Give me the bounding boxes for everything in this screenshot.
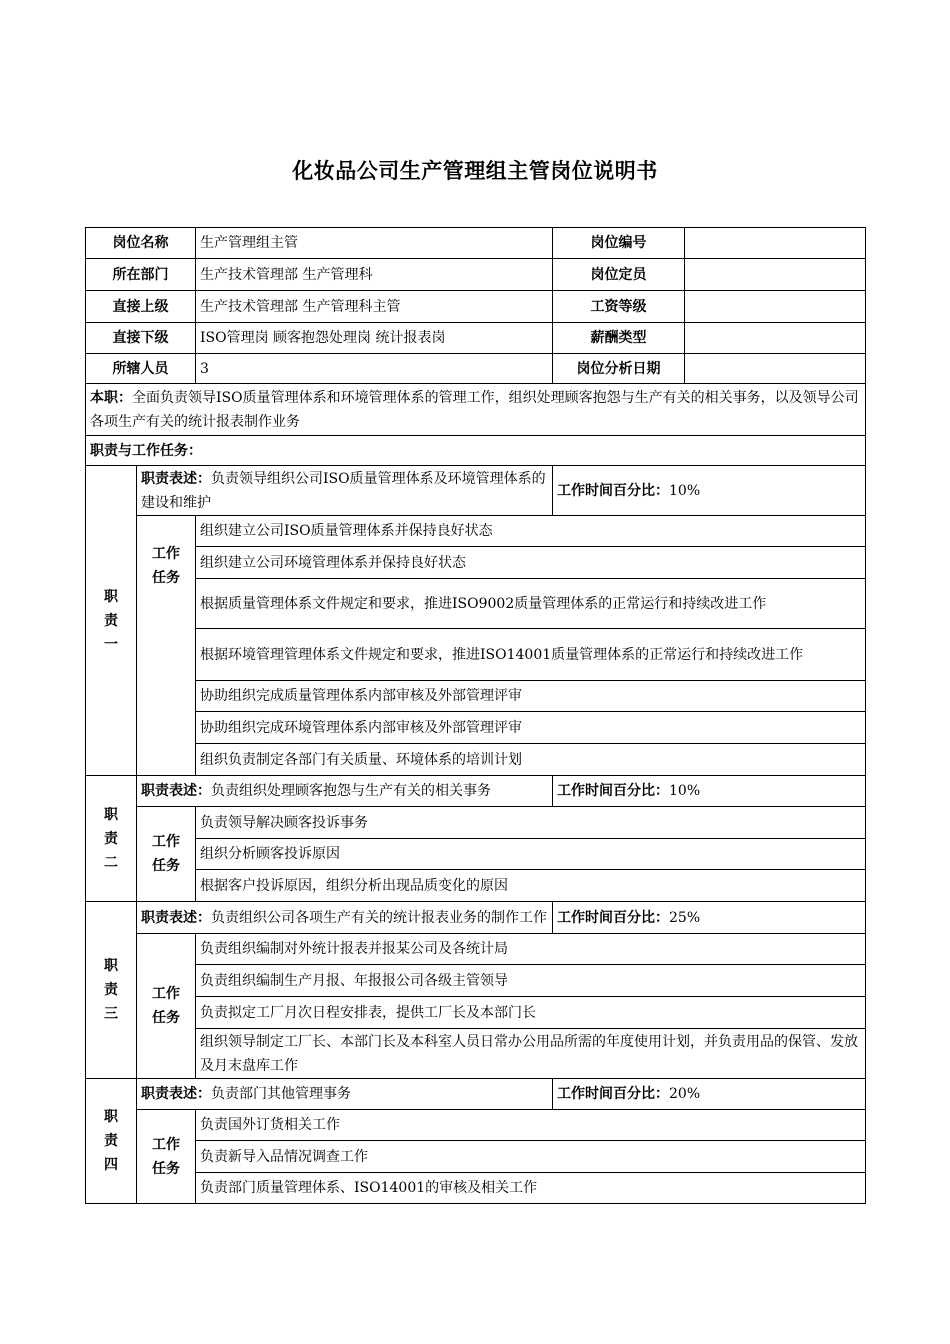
task-row bbox=[86, 1110, 866, 1141]
task-item: 组织分析顾客投诉原因 bbox=[196, 839, 866, 870]
summary-cell bbox=[86, 384, 866, 436]
duty-2-task-label: 工作 任务 bbox=[137, 807, 196, 902]
duty-2-label: 职 责 二 bbox=[86, 776, 137, 902]
task-row bbox=[86, 1141, 866, 1173]
duty-3-pct: 工作时间百分比：25% bbox=[553, 902, 866, 934]
duty-2-desc: 职责表述：负责组织处理顾客抱怨与生产有关的相关事务 bbox=[137, 776, 553, 807]
info-row bbox=[86, 354, 866, 384]
task-row bbox=[86, 934, 866, 965]
duty-desc-row bbox=[86, 776, 866, 807]
info-label: 所在部门 bbox=[86, 259, 196, 291]
task-row bbox=[86, 629, 866, 681]
info-label: 所辖人员 bbox=[86, 354, 196, 384]
summary-row bbox=[86, 384, 866, 436]
info-label: 直接上级 bbox=[86, 291, 196, 323]
info-label: 岗位定员 bbox=[553, 259, 685, 291]
duty-desc-row bbox=[86, 902, 866, 934]
duty-3-label: 职 责 三 bbox=[86, 902, 137, 1079]
task-item: 组织建立公司环境管理体系并保持良好状态 bbox=[196, 547, 866, 579]
job-description-table bbox=[85, 227, 866, 1204]
task-row bbox=[86, 807, 866, 839]
info-row bbox=[86, 259, 866, 291]
info-value: 3 bbox=[196, 354, 553, 384]
info-label: 岗位编号 bbox=[553, 228, 685, 259]
task-row bbox=[86, 681, 866, 712]
task-item: 根据环境管理管理体系文件规定和要求，推进ISO14001质量管理体系的正常运行和持续改进工作 bbox=[196, 629, 866, 681]
duties-header-row bbox=[86, 436, 866, 466]
duty-4-label: 职 责 四 bbox=[86, 1079, 137, 1204]
task-row bbox=[86, 997, 866, 1029]
summary-label: 本职： bbox=[90, 389, 132, 406]
task-item: 根据客户投诉原因，组织分析出现品质变化的原因 bbox=[196, 870, 866, 902]
info-value bbox=[685, 354, 866, 384]
duty-4-pct: 工作时间百分比：20% bbox=[553, 1079, 866, 1110]
task-row bbox=[86, 579, 866, 629]
duties-header: 职责与工作任务： bbox=[86, 436, 866, 466]
duty-4-desc: 职责表述：负责部门其他管理事务 bbox=[137, 1079, 553, 1110]
task-item: 负责领导解决顾客投诉事务 bbox=[196, 807, 866, 839]
info-value: 生产管理组主管 bbox=[196, 228, 553, 259]
info-row bbox=[86, 228, 866, 259]
task-item: 负责部门质量管理体系、ISO14001的审核及相关工作 bbox=[196, 1173, 866, 1204]
task-row bbox=[86, 1173, 866, 1204]
info-label: 岗位名称 bbox=[86, 228, 196, 259]
task-row bbox=[86, 744, 866, 776]
task-row bbox=[86, 516, 866, 547]
task-item: 负责组织编制生产月报、年报报公司各级主管领导 bbox=[196, 965, 866, 997]
duty-2-pct: 工作时间百分比：10% bbox=[553, 776, 866, 807]
info-label: 直接下级 bbox=[86, 323, 196, 354]
task-row bbox=[86, 712, 866, 744]
duty-3-task-label: 工作 任务 bbox=[137, 934, 196, 1079]
info-label: 岗位分析日期 bbox=[553, 354, 685, 384]
task-item: 协助组织完成环境管理体系内部审核及外部管理评审 bbox=[196, 712, 866, 744]
info-row bbox=[86, 291, 866, 323]
task-item: 负责组织编制对外统计报表并报某公司及各统计局 bbox=[196, 934, 866, 965]
summary-text: 全面负责领导ISO质量管理体系和环境管理体系的管理工作，组织处理顾客抱怨与生产有关的相关事务，以及领导公司各项生产有关的统计报表制作业务 bbox=[90, 389, 859, 430]
task-item: 负责国外订货相关工作 bbox=[196, 1110, 866, 1141]
info-value bbox=[685, 259, 866, 291]
info-label: 工资等级 bbox=[553, 291, 685, 323]
task-row bbox=[86, 870, 866, 902]
task-row bbox=[86, 547, 866, 579]
duty-desc-row bbox=[86, 1079, 866, 1110]
duty-1-pct: 工作时间百分比：10% bbox=[553, 466, 866, 516]
duty-desc-row bbox=[86, 466, 866, 516]
task-item: 根据质量管理体系文件规定和要求，推进ISO9002质量管理体系的正常运行和持续改进工作 bbox=[196, 579, 866, 629]
task-item: 组织领导制定工厂长、本部门长及本科室人员日常办公用品所需的年度使用计划，并负责用品的保管、发放及月末盘库工作 bbox=[196, 1029, 866, 1079]
task-row bbox=[86, 1029, 866, 1079]
duty-1-label: 职 责 一 bbox=[86, 466, 137, 776]
duty-1-task-label: 工作 任务 bbox=[137, 516, 196, 776]
task-item: 组织建立公司ISO质量管理体系并保持良好状态 bbox=[196, 516, 866, 547]
task-item: 协助组织完成质量管理体系内部审核及外部管理评审 bbox=[196, 681, 866, 712]
info-row bbox=[86, 323, 866, 354]
task-item: 组织负责制定各部门有关质量、环境体系的培训计划 bbox=[196, 744, 866, 776]
task-item: 负责新导入品情况调查工作 bbox=[196, 1141, 866, 1173]
info-value bbox=[685, 291, 866, 323]
info-value bbox=[685, 323, 866, 354]
task-row bbox=[86, 965, 866, 997]
info-value: ISO管理岗 顾客抱怨处理岗 统计报表岗 bbox=[196, 323, 553, 354]
duty-3-desc: 职责表述：负责组织公司各项生产有关的统计报表业务的制作工作 bbox=[137, 902, 553, 934]
task-item: 负责拟定工厂月次日程安排表，提供工厂长及本部门长 bbox=[196, 997, 866, 1029]
page-title: 化妆品公司生产管理组主管岗位说明书 bbox=[292, 159, 658, 183]
info-value bbox=[685, 228, 866, 259]
info-value: 生产技术管理部 生产管理科 bbox=[196, 259, 553, 291]
info-value: 生产技术管理部 生产管理科主管 bbox=[196, 291, 553, 323]
task-row bbox=[86, 839, 866, 870]
duty-4-task-label: 工作 任务 bbox=[137, 1110, 196, 1204]
info-label: 薪酬类型 bbox=[553, 323, 685, 354]
duty-1-desc: 职责表述：负责领导组织公司ISO质量管理体系及环境管理体系的建设和维护 bbox=[137, 466, 553, 516]
